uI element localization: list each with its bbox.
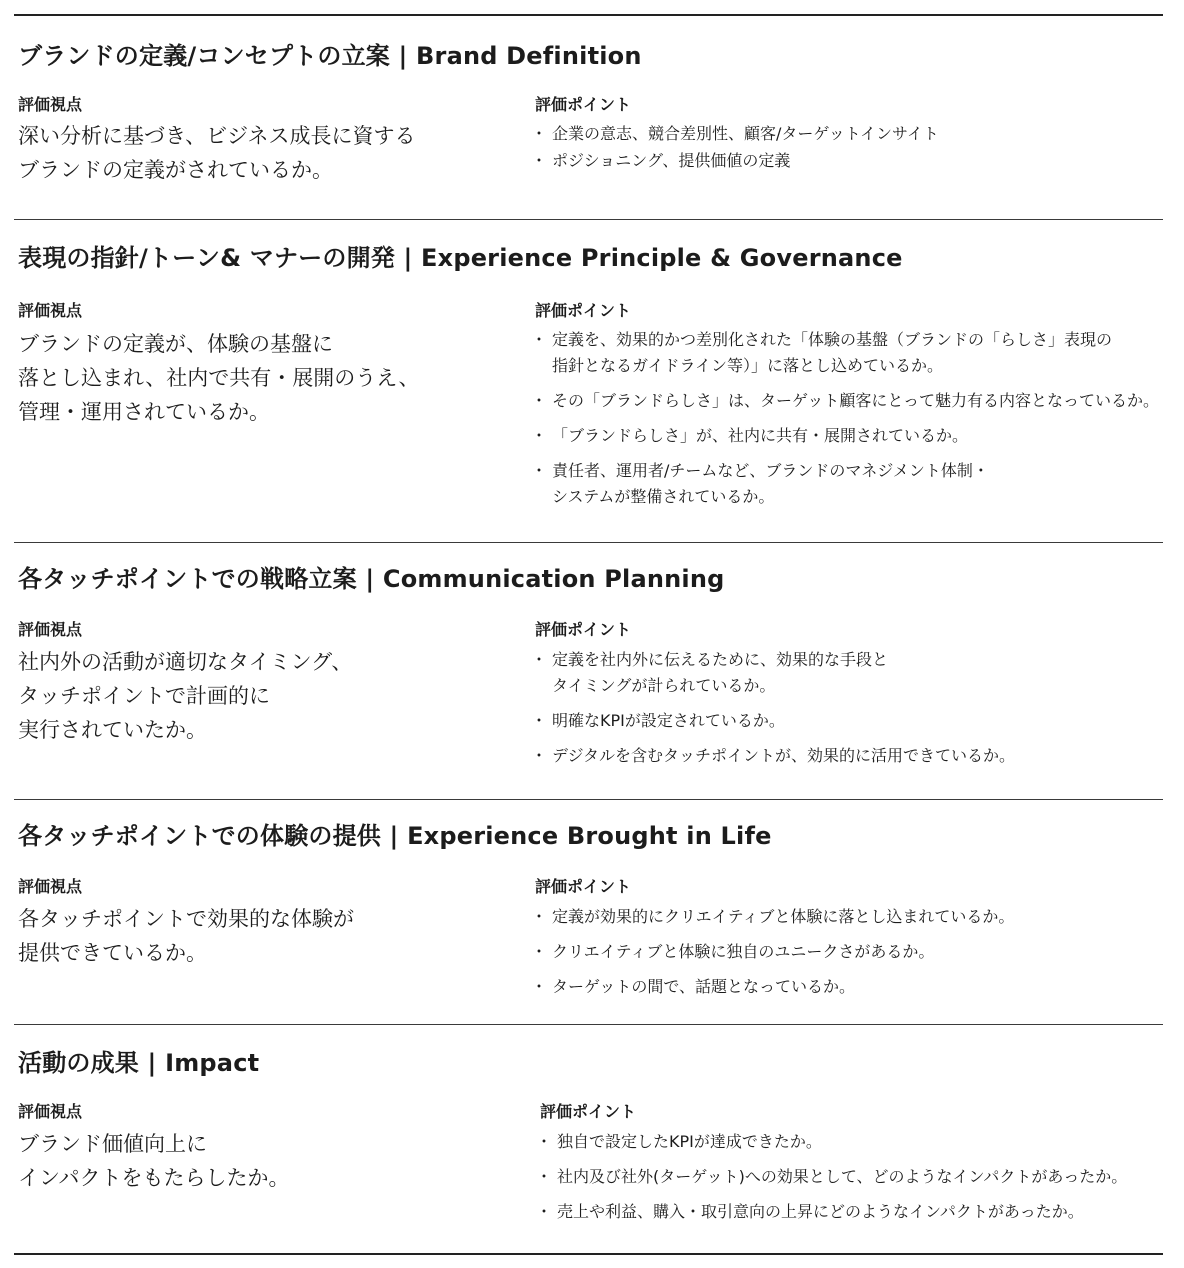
points-list (540, 1129, 1127, 1234)
viewpoint-line: 落とし込まれ、社内で共有・展開のうえ、 (18, 366, 420, 390)
viewpoint-label: 評価視点 (18, 620, 83, 639)
viewpoint-line: 深い分析に基づき、ビジネス成長に資する (18, 124, 416, 148)
point-item (535, 327, 1159, 379)
points-list (535, 327, 1159, 519)
point-line: システムが整備されているか。 (552, 487, 775, 506)
point-line: ・ 定義を、効果的かつ差別化された「体験の基盤（ブランドの「らしさ」表現の (552, 330, 1113, 349)
viewpoint-text (18, 645, 352, 747)
point-item (540, 1199, 1127, 1225)
viewpoint-line: 管理・運用されているか。 (18, 400, 270, 424)
section-title: 表現の指針/トーン& マナーの開発 | Experience Principle & Governance (18, 244, 903, 272)
point-item (535, 388, 1159, 414)
section-divider (14, 219, 1163, 220)
viewpoint-text (18, 327, 420, 429)
bottom-rule (14, 1253, 1163, 1255)
viewpoint-text (18, 902, 354, 970)
viewpoint-line: ブランドの定義が、体験の基盤に (18, 332, 333, 356)
point-item (535, 939, 1014, 965)
point-item (535, 743, 1015, 769)
points-label: 評価ポイント (540, 1102, 637, 1121)
section-title: ブランドの定義/コンセプトの立案 | Brand Definition (18, 42, 642, 70)
point-line: ・ 定義が効果的にクリエイティブと体験に落とし込まれているか。 (552, 907, 1015, 926)
point-item (535, 148, 939, 174)
viewpoint-line: 社内外の活動が適切なタイミング、 (18, 650, 353, 674)
section-divider (14, 542, 1163, 543)
viewpoint-line: インパクトをもたらしたか。 (18, 1166, 290, 1190)
viewpoint-text (18, 1127, 290, 1195)
viewpoint-line: ブランド価値向上に (18, 1132, 207, 1156)
point-item (540, 1164, 1127, 1190)
section-title: 活動の成果 | Impact (18, 1049, 260, 1077)
point-line: ・ 独自で設定したKPIが達成できたか。 (557, 1132, 822, 1151)
points-label: 評価ポイント (535, 620, 632, 639)
point-line: ・ 明確なKPIが設定されているか。 (552, 711, 785, 730)
point-item (535, 121, 939, 147)
point-item (535, 423, 1159, 449)
point-line: ・ ポジショニング、提供価値の定義 (552, 151, 791, 170)
point-line: ・ 定義を社内外に伝えるために、効果的な手段と (552, 650, 889, 669)
point-line: ・ 社内及び社外(ターゲット)への効果として、どのようなインパクトがあったか。 (557, 1167, 1128, 1186)
section-title: 各タッチポイントでの戦略立案 | Communication Planning (18, 565, 725, 593)
point-item (535, 458, 1159, 510)
viewpoint-line: ブランドの定義がされているか。 (18, 158, 333, 182)
point-line: ・ ターゲットの間で、話題となっているか。 (552, 977, 856, 996)
point-line: ・ 責任者、運用者/チームなど、ブランドのマネジメント体制・ (552, 461, 989, 480)
viewpoint-line: 各タッチポイントで効果的な体験が (18, 907, 354, 931)
point-item (535, 647, 1015, 699)
viewpoint-line: 実行されていたか。 (18, 718, 207, 742)
viewpoint-label: 評価視点 (18, 95, 83, 114)
section-title: 各タッチポイントでの体験の提供 | Experience Brought in Life (18, 822, 772, 850)
points-label: 評価ポイント (535, 301, 632, 320)
points-list (535, 904, 1014, 1009)
point-line: ・ 企業の意志、競合差別性、顧客/ターゲットインサイト (552, 124, 939, 143)
point-line: ・ その「ブランドらしさ」は、ターゲット顧客にとって魅力有る内容となっているか。 (552, 391, 1160, 410)
point-line: 指針となるガイドライン等）」に落とし込めているか。 (552, 356, 944, 375)
point-line: ・ 売上や利益、購入・取引意向の上昇にどのようなインパクトがあったか。 (557, 1202, 1084, 1221)
viewpoint-label: 評価視点 (18, 1102, 83, 1121)
point-item (535, 904, 1014, 930)
viewpoint-text (18, 119, 416, 187)
points-label: 評価ポイント (535, 877, 632, 896)
viewpoint-line: タッチポイントで計画的に (18, 684, 270, 708)
section-divider (14, 799, 1163, 800)
viewpoint-label: 評価視点 (18, 877, 83, 896)
point-line: タイミングが計られているか。 (552, 676, 776, 695)
point-item (535, 708, 1015, 734)
top-rule (14, 14, 1163, 16)
point-line: ・ デジタルを含むタッチポイントが、効果的に活用できているか。 (552, 746, 1016, 765)
points-list (535, 647, 1015, 778)
point-line: ・ クリエイティブと体験に独自のユニークさがあるか。 (552, 942, 935, 961)
point-line: ・ 「ブランドらしさ」が、社内に共有・展開されているか。 (552, 426, 969, 445)
viewpoint-label: 評価視点 (18, 301, 83, 320)
points-list (535, 121, 939, 175)
points-label: 評価ポイント (535, 95, 632, 114)
section-divider (14, 1024, 1163, 1025)
point-item (540, 1129, 1127, 1155)
point-item (535, 974, 1014, 1000)
viewpoint-line: 提供できているか。 (18, 941, 207, 965)
